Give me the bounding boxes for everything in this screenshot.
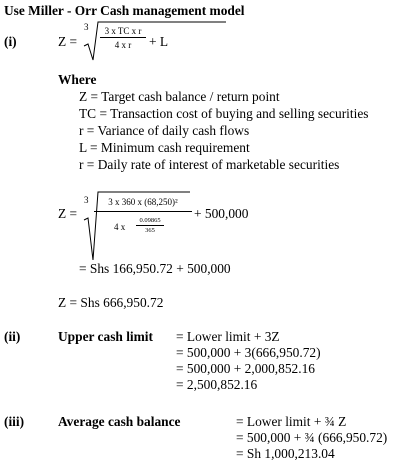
calc-line-2: = Shs 166,950.72 + 500,000 bbox=[79, 261, 231, 276]
calc-rate-denominator: 365 bbox=[145, 227, 155, 234]
formula-numerator: 3 x TC x r bbox=[104, 26, 142, 36]
calc-rate-numerator: 0.09865 bbox=[139, 217, 161, 224]
calc-line-3: Z = Shs 666,950.72 bbox=[58, 295, 164, 310]
part-iii-line: = 500,000 + ¾ (666,950.72) bbox=[236, 430, 388, 445]
part-iii-label: (iii) bbox=[4, 414, 25, 429]
part-iii-line: = Lower limit + ¾ Z bbox=[236, 414, 347, 429]
where-item: r = Daily rate of interest of marketable securities bbox=[79, 157, 340, 172]
calc-z-label: Z = bbox=[58, 206, 78, 221]
where-title: Where bbox=[58, 72, 97, 87]
where-item: r = Variance of daily cash flows bbox=[79, 123, 250, 138]
where-item: TC = Transaction cost of buying and selling securities bbox=[79, 106, 369, 121]
part-i-label: (i) bbox=[4, 34, 17, 49]
calc-numerator: 3 x 360 x (68,250)² bbox=[108, 197, 178, 207]
calc-denom-prefix: 4 x bbox=[114, 222, 126, 232]
part-ii-line: = 2,500,852.16 bbox=[176, 377, 258, 392]
part-ii-label: (ii) bbox=[4, 329, 21, 344]
calc-plus-value: + 500,000 bbox=[194, 206, 249, 221]
where-item: Z = Target cash balance / return point bbox=[79, 89, 280, 104]
part-iii-line: = Sh 1,000,213.04 bbox=[236, 446, 335, 461]
part-ii-line: = 500,000 + 3(666,950.72) bbox=[176, 345, 321, 360]
part-iii-title: Average cash balance bbox=[58, 414, 181, 429]
part-ii-title: Upper cash limit bbox=[58, 329, 153, 344]
calc-root-index: 3 bbox=[84, 195, 89, 205]
part-ii-line: = Lower limit + 3Z bbox=[176, 329, 280, 344]
formula-root-index: 3 bbox=[84, 22, 89, 32]
heading: Use Miller - Orr Cash management model bbox=[4, 3, 245, 18]
formula-fraction-bar bbox=[100, 37, 146, 38]
calc-fraction-bar bbox=[94, 211, 192, 212]
where-item: L = Minimum cash requirement bbox=[79, 140, 250, 155]
part-ii-line: = 500,000 + 2,000,852.16 bbox=[176, 361, 315, 376]
formula-z-label: Z = bbox=[58, 34, 78, 49]
formula-plus-l: + L bbox=[149, 34, 169, 49]
formula-denominator: 4 x r bbox=[114, 40, 132, 50]
calc-rate-bar bbox=[136, 225, 164, 226]
